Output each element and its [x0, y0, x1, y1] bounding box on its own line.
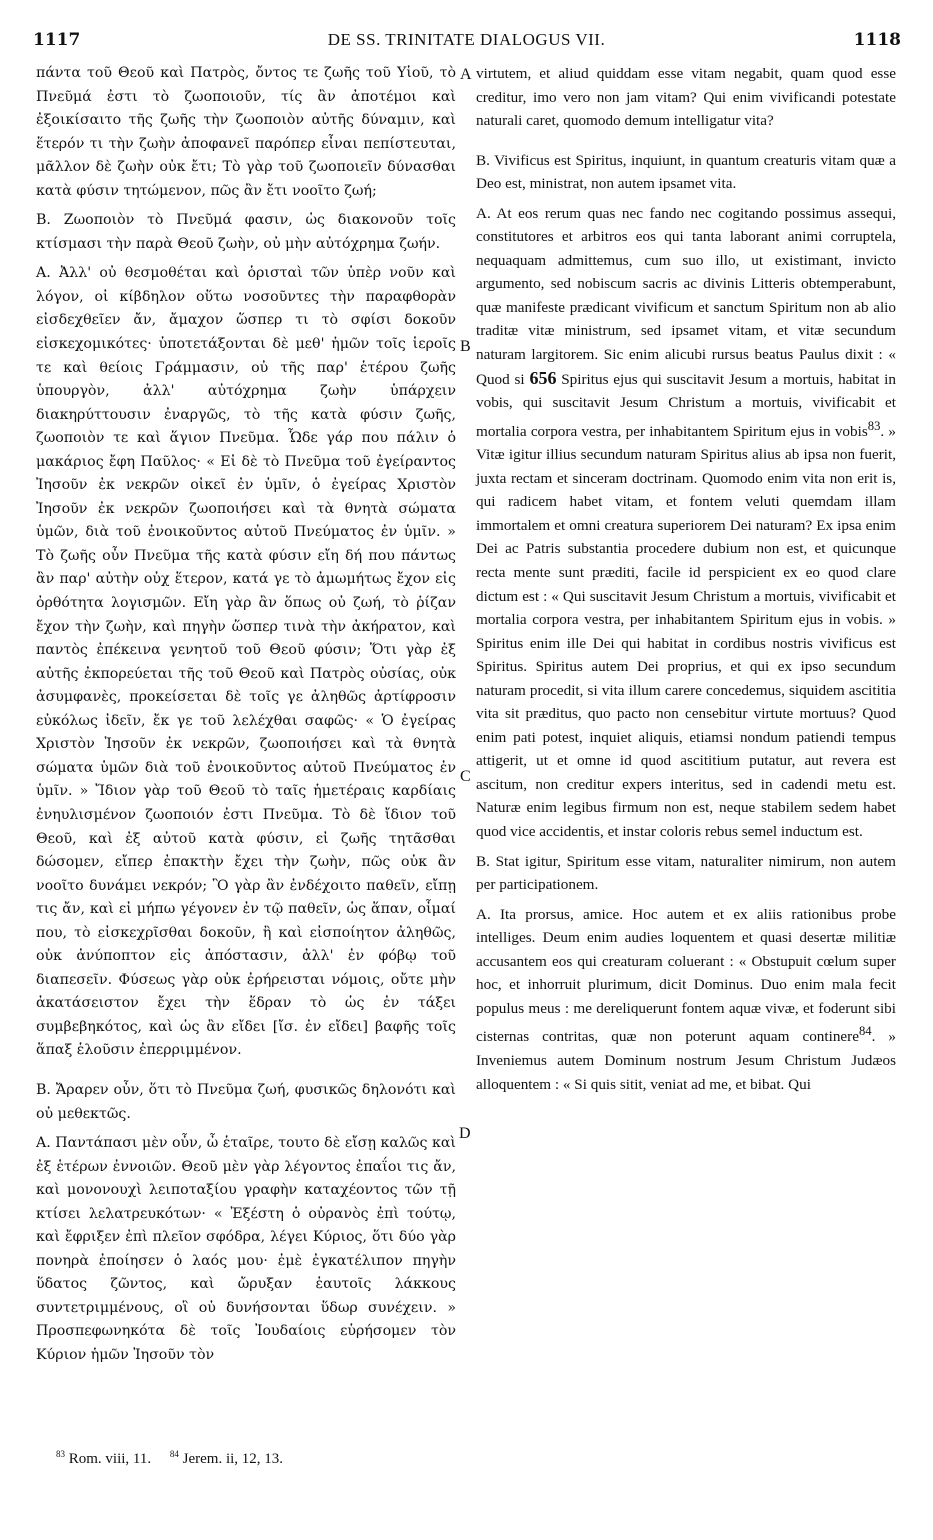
margin-marker-d: D [459, 1125, 471, 1142]
greek-paragraph: B. Ἄραρεν οὖν, ὅτι τὸ Πνεῦμα ζωή, φυσικῶς δηλονότι καὶ οὐ μεθεκτῶς. [36, 1081, 456, 1122]
footnote-text: Jerem. ii, 12, 13. [182, 1451, 284, 1467]
greek-column [36, 62, 456, 1374]
footnote-reference: 83 [867, 418, 881, 433]
latin-text: . » Inveniemus autem Dominum nostrum Jesum Christum Judæos alloquentem : « Si quis sitit, veniat ad me, et bibat. Qui [476, 1028, 897, 1093]
footnote-reference: 84 [858, 1024, 872, 1039]
margin-marker-c: C [460, 768, 471, 785]
margin-marker-a: A [460, 66, 472, 83]
page-header [0, 30, 933, 56]
latin-paragraph: virtutem, et aliud quiddam esse vitam negabit, quam quod esse creditur, imo vero non jam vitam? Qui enim vivificandi potestate naturali caret, quomodo demum intelligatur vita? [476, 65, 896, 130]
footnotes [56, 1449, 283, 1468]
margin-marker-b: B [460, 338, 471, 355]
greek-paragraph: A. Ἀλλ' οὐ θεσμοθέται καὶ ὁρισταὶ τῶν ὑπὲρ νοῦν καὶ λόγον, οἱ κίβδηλον οὕτω νοσοῦντες τὴν παραφθορὰν εἰσδεχθεῖεν ἄν, ἄμαχον ὥσπερ τι τὸ σφίσι δοκοῦν εἰσκεχομικότες· ὑποτετάξονται δὲ μεθ' ἡμῶν τοῖς ἱεροῖς τε καὶ θείοις Γράμμασιν, οὐ τῆς παρ' ἑτέρου ζωῆς ὑπουργὸν, ἀλλ' αὐτόχρημα ζωὴν ὑπάρχειν διακηρύττουσιν ἐναργῶς, τὸ τῆς κατὰ φύσιν ζωῆς, ζωοποιὸν τε καὶ ἅγιον Πνεῦμα. Ὧδε γάρ που πάλιν ὁ μακάριος ἔφη Παῦλος· « Εἰ δὲ τὸ Πνεῦμα τοῦ ἐγείραντος Ἰησοῦν ἐκ νεκρῶν οἰκεῖ ἐν ὑμῖν, ὁ ἐγείρας Χριστὸν Ἰησοῦν ἐκ νεκρῶν ζωοποιήσει καὶ τὰ θνητὰ σώματα ὑμῶν, διὰ τοῦ ἐνοικοῦντος αὐτοῦ Πνεύματος ἐν ὑμῖν. » Τὸ ζωῆς οὖν Πνεῦμα τῆς κατὰ φύσιν εἴη δή που πάντως ἂν παρ' αὐτὴν οὐχ ἕτερον, κατά γε τὸ ἀμωμήτως ἔχον εἰς ὀρθότητα λογισμῶν. Εἴη γὰρ ἂν ὅπως οὐ ζωή, τὸ ῥίζαν ἔχον τὴν ζωὴν, καὶ πηγὴν ὥσπερ τινὰ τὴν ἀκήρατον, καὶ παντὸς ἐπέκεινα γενητοῦ τοῦ Θεοῦ φύσιν; Ὅτι γὰρ ἐξ αὐτῆς ἐκπορεύεται τῆς τοῦ Θεοῦ καὶ Πατρὸς οὐσίας, οὐκ ἀσυμφανὲς, προκείσεται δὲ τοῖς γε ἀληθῶς ἀρτίφροσιν εὐκόλως ἰδεῖν, ἔκ γε τοῦ λελέχθαι σαφῶς· « Ὁ ἐγείρας Χριστὸν Ἰησοῦν ἐκ νεκρῶν, ζωοποιήσει καὶ τὰ θνητὰ σώματα ὑμῶν διὰ τοῦ ἐνοικοῦντος αὐτοῦ Πνεύματος ἐν ὑμῖν. » Ἴδιον γὰρ τοῦ Θεοῦ τὸ ταῖς ἡμετέραις καρδίαις ἐνηυλισμένον ζωοποιόν ἐστι Πνεῦμα. Τὸ δὲ ἴδιον τοῦ Θεοῦ, καὶ ἐξ αὐτοῦ κατὰ φύσιν, εἰ ζωῆς τητᾶσθαι δώσομεν, εἴπερ ἐπακτὴν ἔχει τὴν ζωὴν, πῶς οὐκ ἂν νοοῖτο δυνάμει νεκρόν; Ὃ γὰρ ἂν ἐνδέχοιτο παθεῖν, εἴπῃ τις ἄν, καὶ εἰ μήπω γέγονεν ἐν τῷ παθεῖν, ὡς ἅπαν, οἶμαί που, τὸ εἰσκεχρῖσθαι δοκοῦν, ἢ καὶ εἰσποίητον ἀληθῶς, οὐκ ἀνύποπτον εἰς ἀπόστασιν, ἀλλ' ἐν φόβῳ τοῦ διαπεσεῖν. Φύσεως γὰρ οὐκ ἐρήρεισται νόμοις, οὔτε μὴν ἀκατάσειστον ἔχει τὴν ἕδραν τὸ ὡς ἐν τάξει συμβεβηκότος, καὶ ὡς ἂν εἴδει [ἴσ. ἐν εἴδει] βαφῆς τοῖς ἅπαξ ἑλοῦσιν ἐπερριμμένον. [36, 265, 456, 1059]
latin-paragraph [476, 903, 896, 1096]
latin-paragraph: B. Vivificus est Spiritus, inquiunt, in quantum creaturis vitam quæ a Deo est, ministrat, non autem ipsamet vita. [476, 151, 896, 193]
page-number-left: 1117 [33, 30, 81, 50]
latin-text: . » Vitæ igitur illius secundum naturam Spiritus alius ab ipsa non fuerit, juxta rectam et sinceram doctrinam. Quomodo enim vita non erit is, qui radicem habet vitam, et fontem veluti quemdam illam immortalem et omni creatura superiorem Dei naturam? Ex ipsa enim Dei ac Patris substantia procedere dubium non est, et quicunque recta mente sunt præditi, facile id perspicient ex eo quod clare dictum est : « Qui suscitavit Jesum Christum a mortuis, vivificabit et mortalia corpora vestra, per inhabitantem Spiritum ejus in vobis. » Spiritus enim ille Dei qui habitat in cordibus nostris vivificus est Spiritus. Spiritus autem Dei proprius, et qui ex ipso secundum naturam procedit, si vita illum carere concedemus, siquidem ascititia vita sit præditus, quo pacto non censebitur virtute mortuus? Quod enim pati potest, inquiet aliquis, etiamsi nondum patiendi tempus attigerit, ut et omne id quod ascititium putatur, aut revera est ascitum, non creditur expers interitus, sed in cadendi metu est. Naturæ enim legibus firmum non est, neque stabilem sedem habet quod vice accidentis, et instar coloris rebus semel inductum est. [476, 422, 897, 841]
footnote-mark: 83 [56, 1449, 65, 1459]
greek-paragraph: B. Ζωοποιὸν τὸ Πνεῦμά φασιν, ὡς διακονοῦν τοῖς κτίσμασι τὴν παρὰ Θεοῦ ζωὴν, οὐ μὴν αὐτόχρημα ζωήν. [36, 212, 456, 252]
latin-text: Spiritus ejus qui suscitavit Jesum a mortuis, habitat in vobis, qui suscitavit Jesum Christum a mortuis, vivificabit et mortalia corpora vestra, per inhabitantem Spiritum ejus in vobis [476, 370, 896, 440]
greek-paragraph: πάντα τοῦ Θεοῦ καὶ Πατρὸς, ὄντος τε ζωῆς τοῦ Υἱοῦ, τὸ Πνεῦμά ἐστι τὸ ζωοποιοῦν, τίς ἂν ἀποτέμοι καὶ ἐξοικίσαιτο τῆς ζωῆς τὴν ζωοποιὸν αὐτῆς δύναμιν, καὶ ἕτερόν τι τὴν ζωὴν ἀποφανεῖ παρόπερ εἶναι πεπίστευται, μᾶλλον δὲ ζωὴν οὐκ ἔτι; Τὸ γὰρ τοῦ ζωοποιεῖν δύνασθαι κατὰ φύσιν τητώμενον, πῶς ἂν ἔτι νοοῖτο ζωή; [36, 65, 456, 199]
column-number: 656 [529, 367, 557, 388]
latin-column [476, 62, 896, 1102]
running-title: DE SS. TRINITATE DIALOGUS VII. [327, 30, 606, 49]
latin-text: A. Ita prorsus, amice. Hoc autem et ex aliis rationibus probe intelliges. Deum enim audies loquentem et quasi desertæ militiæ accusantem eos qui creaturam coluerant : « Obstupuit cœlum super hoc, et inhorruit plurimum, dicit Dominus. Duo enim mala fecit populus meus : me dereliquerunt fontem aquæ vivæ, et foderunt sibi cisternas contritas, quæ non poterunt aquam continere [476, 905, 896, 1046]
greek-paragraph: A. Παντάπασι μὲν οὖν, ὦ ἑταῖρε, τουτο δὲ εἴσῃ καλῶς καὶ ἐξ ἑτέρων ἐννοιῶν. Θεοῦ μὲν γὰρ λέγοντος ἐπαΐοι τις ἄν, καὶ μονονουχὶ λειποταξίου γραφὴν καταχέοντος τῶν τῇ κτίσει λελατρευκότων· « Ἐξέστη ὁ οὐρανὸς ἐπὶ τούτῳ, καὶ ἔφριξεν ἐπὶ πλεῖον σφόδρα, λέγει Κύριος, ὅτι δύο γὰρ πονηρὰ ἐποίησεν ὁ λαός μου· ἐμὲ ἐγκατέλιπον πηγὴν ὕδατος ζῶντος, καὶ ὤρυξαν ἑαυτοῖς λάκκους συντετριμμένους, οἳ οὐ δυνήσονται ὕδωρ συνέχειν. » Προσπεφωνηκότα δὲ τοῖς Ἰουδαίοις εὑρήσομεν τὸν Κύριον ἡμῶν Ἰησοῦν τὸν [36, 1135, 456, 1363]
footnote-text: Rom. viii, 11. [68, 1451, 152, 1467]
latin-text: A. At eos rerum quas nec fando nec cogitando possimus assequi, constitutores et arbitros eos qui tanta laborant animi corruptela, nequaquam admittemus, cum suo illo, ut existimant, invicto argumento, sed nobiscum sacris ac divinis Litteris obtemperabunt, quæ manifeste prædicant vivificum et sanctum Spiritum non ab alio traditæ vitæ ministrum, sed ipsamet vitam, et vitæ secundum naturam largitorem. Sic enim alicubi rursus beatus Paulus dixit : « Quod si [476, 204, 896, 388]
latin-paragraph [476, 202, 896, 844]
latin-paragraph: B. Stat igitur, Spiritum esse vitam, naturaliter nimirum, non autem per participationem. [476, 852, 896, 894]
page-number-right: 1118 [853, 30, 901, 50]
footnote-mark: 84 [169, 1449, 179, 1459]
